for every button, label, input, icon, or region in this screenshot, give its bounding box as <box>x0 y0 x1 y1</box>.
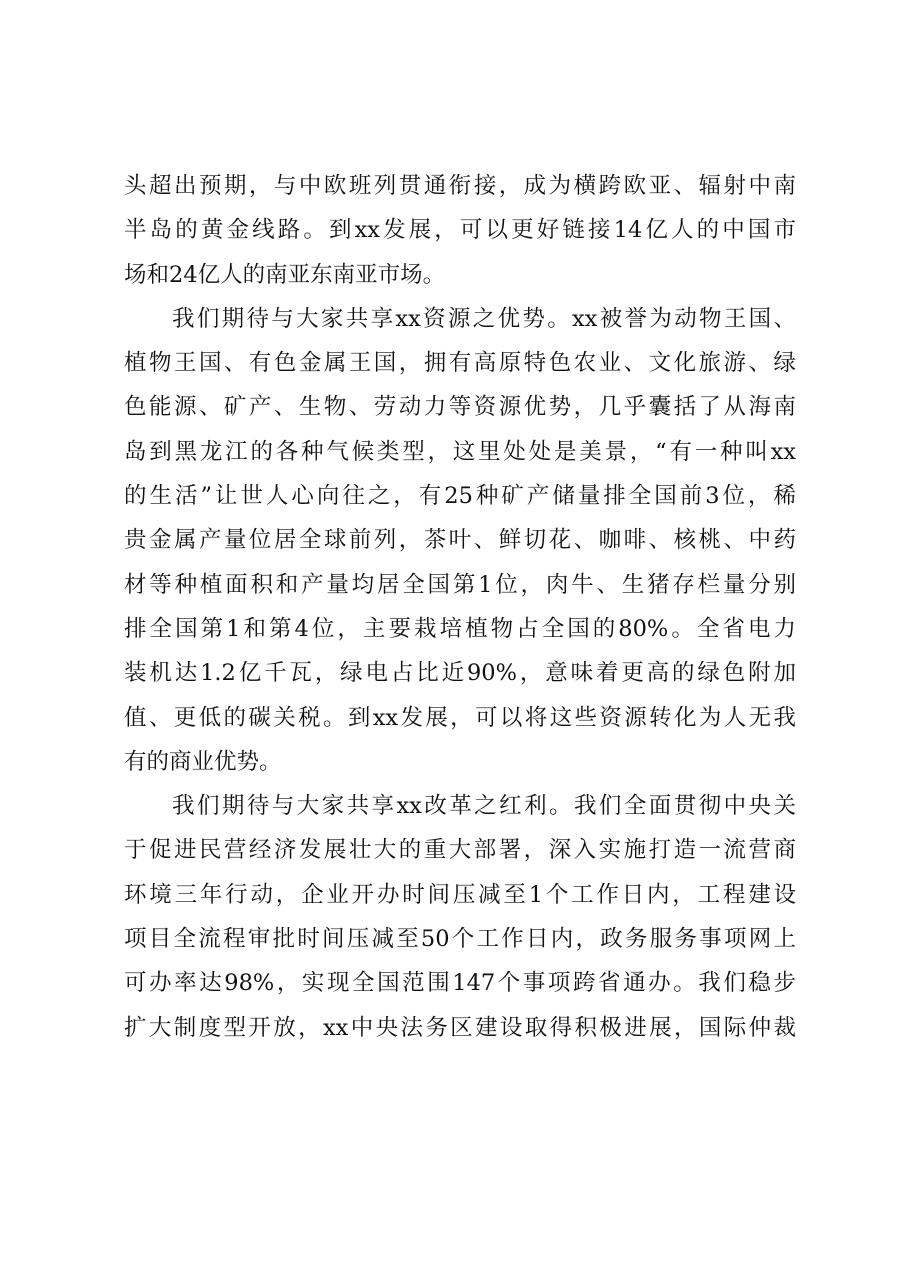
paragraph-2-line-3: 色能源、矿产、生物、劳动力等资源优势，几乎囊括了从海南 <box>124 394 796 421</box>
paragraph-1-line-3: 场和24亿人的南亚东南亚市场。 <box>124 261 446 288</box>
paragraph-3-line-4: 项目全流程审批时间压减至50个工作日内，政务服务事项网上 <box>124 926 796 953</box>
paragraph-2-line-8: 排全国第1和第4位，主要栽培植物占全国的80%。全省电力 <box>124 615 796 642</box>
paragraph-2-line-9: 装机达1.2亿千瓦，绿电占比近90%，意味着更高的绿色附加 <box>124 660 796 687</box>
paragraph-2-line-2: 植物王国、有色金属王国，拥有高原特色农业、文化旅游、绿 <box>124 350 796 377</box>
paragraph-2-line-6: 贵金属产量位居全球前列，茶叶、鲜切花、咖啡、核桃、中药 <box>124 527 796 554</box>
paragraph-2-line-4: 岛到黑龙江的各种气候类型，这里处处是美景，“有一种叫xx <box>124 438 796 465</box>
paragraph-3-line-2: 于促进民营经济发展壮大的重大部署，深入实施打造一流营商 <box>124 837 796 864</box>
paragraph-3-line-5: 可办率达98%，实现全国范围147个事项跨省通办。我们稳步 <box>124 970 796 997</box>
paragraph-2-line-1: 我们期待与大家共享xx资源之优势。xx被誉为动物王国、 <box>172 305 796 332</box>
paragraph-2-line-7: 材等种植面积和产量均居全国第1位，肉牛、生猪存栏量分别 <box>124 571 796 598</box>
body-text <box>124 164 796 1050</box>
paragraph-1-line-2: 半岛的黄金线路。到xx发展，可以更好链接14亿人的中国市 <box>124 217 796 244</box>
paragraph-3-line-6: 扩大制度型开放，xx中央法务区建设取得积极进展，国际仲裁 <box>124 1014 796 1041</box>
paragraph-2-line-11: 有的商业优势。 <box>124 748 282 775</box>
paragraph-2-line-5: 的生活”让世人心向往之，有25种矿产储量排全国前3位，稀 <box>124 483 796 510</box>
paragraph-3-line-3: 环境三年行动，企业开办时间压减至1个工作日内，工程建设 <box>124 881 796 908</box>
paragraph-1-line-1: 头超出预期，与中欧班列贯通衔接，成为横跨欧亚、辐射中南 <box>124 173 796 199</box>
paragraph-2-line-10: 值、更低的碳关税。到xx发展，可以将这些资源转化为人无我 <box>124 704 796 731</box>
paragraph-3-line-1: 我们期待与大家共享xx改革之红利。我们全面贯彻中央关 <box>172 793 796 820</box>
